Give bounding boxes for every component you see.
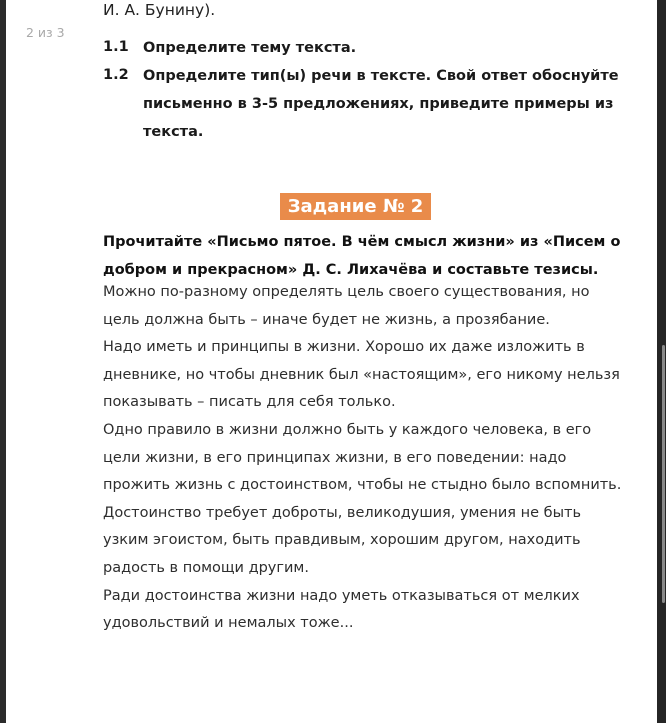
task-badge: Задание № 2: [280, 193, 431, 220]
question-number: 1.2: [103, 67, 129, 83]
previous-text-line: И. А. Бунину).: [103, 1, 216, 19]
paragraph: Надо иметь и принципы в жизни. Хорошо их даже изложить в дневнике, но чтобы дневник был «настоящим», его никому нельзя показывать – писать для себя только.: [103, 339, 620, 411]
scrollbar-thumb[interactable]: [662, 345, 665, 603]
question-text: Определите тип(ы) речи в тексте. Свой ответ обоснуйте письменно в 3-5 предложениях, приведите примеры из текста.: [143, 68, 619, 140]
paragraph: Одно правило в жизни должно быть у каждого человека, в его цели жизни, в его принципах жизни, в его поведении: надо прожить жизнь с достоинством, чтобы не стыдно было вспомнить.: [103, 421, 622, 494]
paragraph: Ради достоинства жизни надо уметь отказываться от мелких удовольствий и немалых тоже...: [103, 587, 580, 632]
letter-text: [103, 279, 623, 638]
task-instruction: Прочитайте «Письмо пятое. В чём смысл жизни» из «Писем о добром и прекрасном» Д. С. Лихачёва и составьте тезисы.: [103, 234, 621, 278]
paragraph: Достоинство требует доброты, великодушия, умения не быть узким эгоистом, быть правдивым, хорошим другом, находить радость в помощи другим.: [103, 504, 582, 576]
question-text: Определите тему текста.: [143, 40, 357, 56]
paragraph: Можно по-разному определять цель своего существования, но цель должна быть – иначе будет не жизнь, а прозябание.: [103, 284, 590, 328]
page-indicator: 2 из 3: [26, 25, 65, 40]
question-number: 1.1: [103, 39, 129, 55]
